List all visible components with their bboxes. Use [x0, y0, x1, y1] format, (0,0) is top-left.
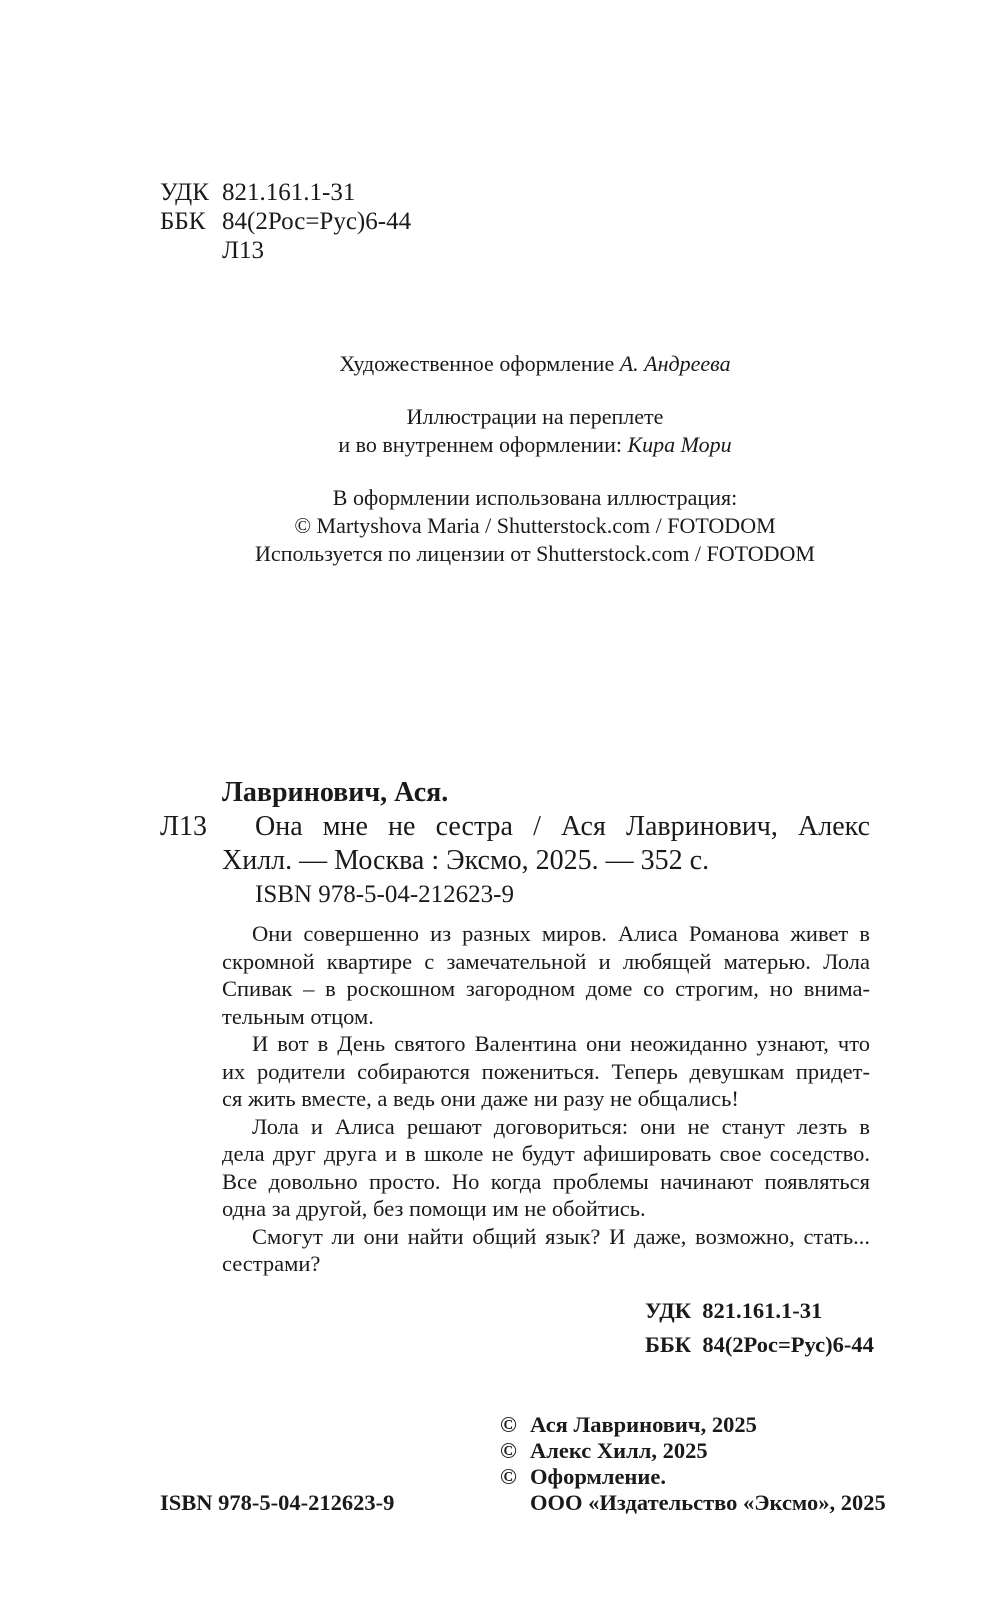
bbk-line: [160, 207, 411, 237]
annotation-line: их родители собираются пожениться. Теперь девушкам придет-: [222, 1058, 870, 1084]
bbk-bottom: ББК 84(2Рос=Рус)6-44: [645, 1332, 874, 1357]
copyright-symbol: ©: [500, 1438, 517, 1463]
design-credit: [200, 350, 870, 378]
copyright-publisher: ООО «Издательство «Эксмо», 2025: [530, 1490, 886, 1515]
footer-isbn: ISBN 978-5-04-212623-9: [160, 1490, 395, 1515]
copyright-author1: Ася Лавринович, 2025: [530, 1412, 757, 1437]
udk-bottom: УДК 821.161.1-31: [645, 1298, 823, 1323]
bbk-label: ББК: [160, 208, 206, 235]
bib-author: Лавринович, Ася.: [222, 777, 449, 808]
design-name: А. Андреева: [619, 351, 731, 376]
copyright-symbol: ©: [500, 1464, 517, 1489]
author-mark: Л13: [222, 237, 264, 264]
used-line1: В оформлении использована иллюстрация:: [332, 485, 738, 510]
copyright-design: Оформление.: [530, 1464, 666, 1489]
bib-title-line1: Она мне не сестра / Ася Лавринович, Алекс: [255, 811, 870, 842]
illustrations-name: Кира Мори: [627, 432, 732, 457]
illustrations-prefix: и во внутреннем оформлении:: [338, 432, 628, 457]
bib-title-line2: Хилл. — Москва : Эксмо, 2025. — 352 с.: [222, 845, 710, 876]
annotation-line: скромной квартире с замечательной и любящей матерью. Лола: [222, 948, 870, 974]
annotation: [222, 920, 870, 1278]
copyright-author2: Алекс Хилл, 2025: [530, 1438, 708, 1463]
illustrations-line1: Иллюстрации на переплете: [406, 404, 664, 429]
copyright-line: [500, 1438, 708, 1464]
bib-mark: Л13: [160, 811, 207, 842]
annotation-line: Спивак – в роскошном загородном доме со строгим, но внима-: [222, 976, 870, 1001]
design-prefix: Художественное оформление: [339, 351, 620, 376]
annotation-line: Смогут ли они найти общий язык? И даже, возможно, стать...: [252, 1223, 870, 1249]
annotation-line: дела друг друга и в школе не будут афишировать свое соседство.: [222, 1141, 870, 1166]
annotation-line: И вот в День святого Валентина они неожиданно узнают, что: [252, 1031, 870, 1056]
annotation-line: ся жить вместе, а ведь они даже ни разу не общались!: [222, 1086, 739, 1111]
annotation-line: сестрами?: [222, 1251, 321, 1276]
udk-value: 821.161.1-31: [222, 179, 356, 206]
bib-isbn: ISBN 978-5-04-212623-9: [255, 881, 515, 908]
udk-label: УДК: [160, 179, 209, 206]
udk-line: [160, 178, 355, 208]
copyright-line: [500, 1464, 666, 1490]
annotation-line: одна за другой, без помощи им не обойтись.: [222, 1196, 646, 1221]
annotation-line: Все довольно просто. Но когда проблемы начинают появляться: [222, 1168, 870, 1194]
used-line3: Используется по лицензии от Shutterstock.com / FOTODOM: [255, 541, 815, 566]
copyright-line: [500, 1412, 757, 1438]
bbk-value: 84(2Рос=Рус)6-44: [222, 208, 412, 235]
used-line2: © Martyshova Maria / Shutterstock.com / FOTODOM: [294, 513, 776, 538]
copyright-symbol: ©: [500, 1412, 517, 1437]
annotation-line: Лола и Алиса решают договориться: они не станут лезть в: [252, 1113, 870, 1139]
illustrations-credit: [200, 403, 870, 459]
annotation-line: Они совершенно из разных миров. Алиса Романова живет в: [252, 921, 870, 946]
annotation-line: тельным отцом.: [222, 1003, 374, 1029]
used-illustration-credit: [200, 484, 870, 568]
